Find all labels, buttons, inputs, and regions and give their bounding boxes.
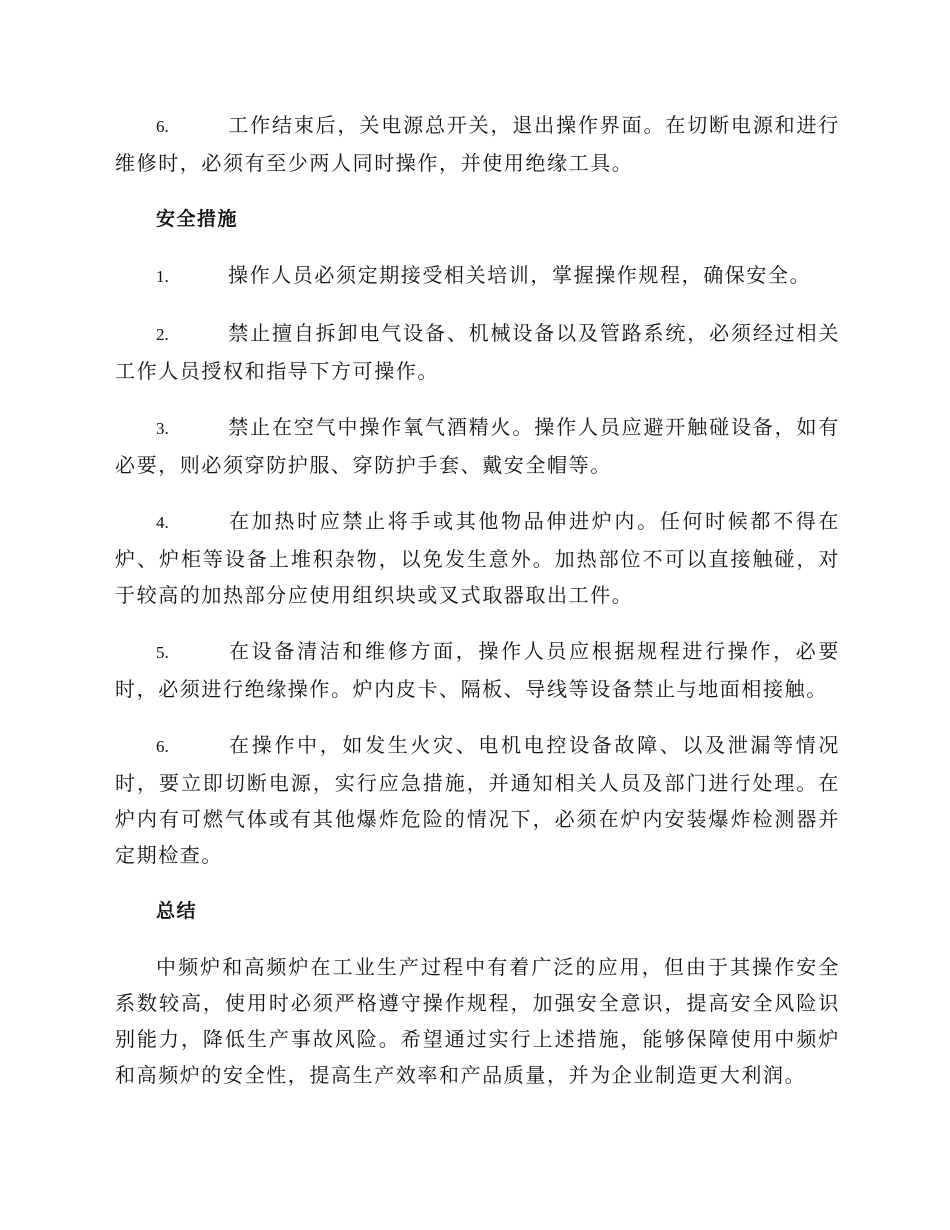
list-item-safety-6 [115, 727, 840, 873]
item-text: 操作人员必须定期接受相关培训，掌握操作规程，确保安全。 [228, 263, 812, 287]
item-number: 1. [156, 267, 169, 286]
section-heading-summary: 总结 [156, 900, 198, 922]
document-body [115, 107, 840, 1093]
item-text: 在加热时应禁止将手或其他物品伸进炉内。任何时候都不得在炉、炉柜等设备上堆积杂物，以免发生意外。加热部位不可以直接触碰，对于较高的加热部分应使用组织块或叉式取器取出工件。 [115, 509, 840, 607]
list-item-safety-3 [115, 409, 840, 483]
item-text: 禁止在空气中操作氧气酒精火。操作人员应避开触碰设备，如有必要，则必须穿防护服、穿防护手套、戴安全帽等。 [115, 415, 840, 477]
item-text: 在操作中，如发生火灾、电机电控设备故障、以及泄漏等情况时，要立即切断电源，实行应急措施，并通知相关人员及部门进行处理。在炉内有可燃气体或有其他爆炸危险的情况下，必须在炉内安装爆炸检测器并定期检查。 [115, 733, 840, 867]
list-item-safety-2 [115, 315, 840, 389]
item-number: 5. [156, 643, 169, 662]
list-item-operation-6 [115, 107, 840, 181]
item-text: 禁止擅自拆卸电气设备、机械设备以及管路系统，必须经过相关工作人员授权和指导下方可操作。 [115, 321, 840, 383]
list-item-safety-5 [115, 633, 840, 707]
item-text: 在设备清洁和维修方面，操作人员应根据规程进行操作，必要时，必须进行绝缘操作。炉内皮卡、隔板、导线等设备禁止与地面相接触。 [115, 639, 840, 701]
item-number: 4. [156, 513, 169, 532]
item-number: 6. [156, 117, 169, 136]
item-number: 6. [156, 737, 169, 756]
item-text: 工作结束后，关电源总开关，退出操作界面。在切断电源和进行维修时，必须有至少两人同时操作，并使用绝缘工具。 [115, 113, 840, 175]
item-number: 2. [156, 325, 169, 344]
summary-paragraph: 中频炉和高频炉在工业生产过程中有着广泛的应用，但由于其操作安全系数较高，使用时必须严格遵守操作规程，加强安全意识，提高安全风险识别能力，降低生产事故风险。希望通过实行上述措施，能够保障使用中频炉和高频炉的安全性，提高生产效率和产品质量，并为企业制造更大利润。 [115, 955, 840, 1087]
section-heading-safety: 安全措施 [156, 208, 239, 230]
list-item-safety-4 [115, 503, 840, 613]
item-number: 3. [156, 419, 169, 438]
list-item-safety-1 [115, 257, 840, 295]
